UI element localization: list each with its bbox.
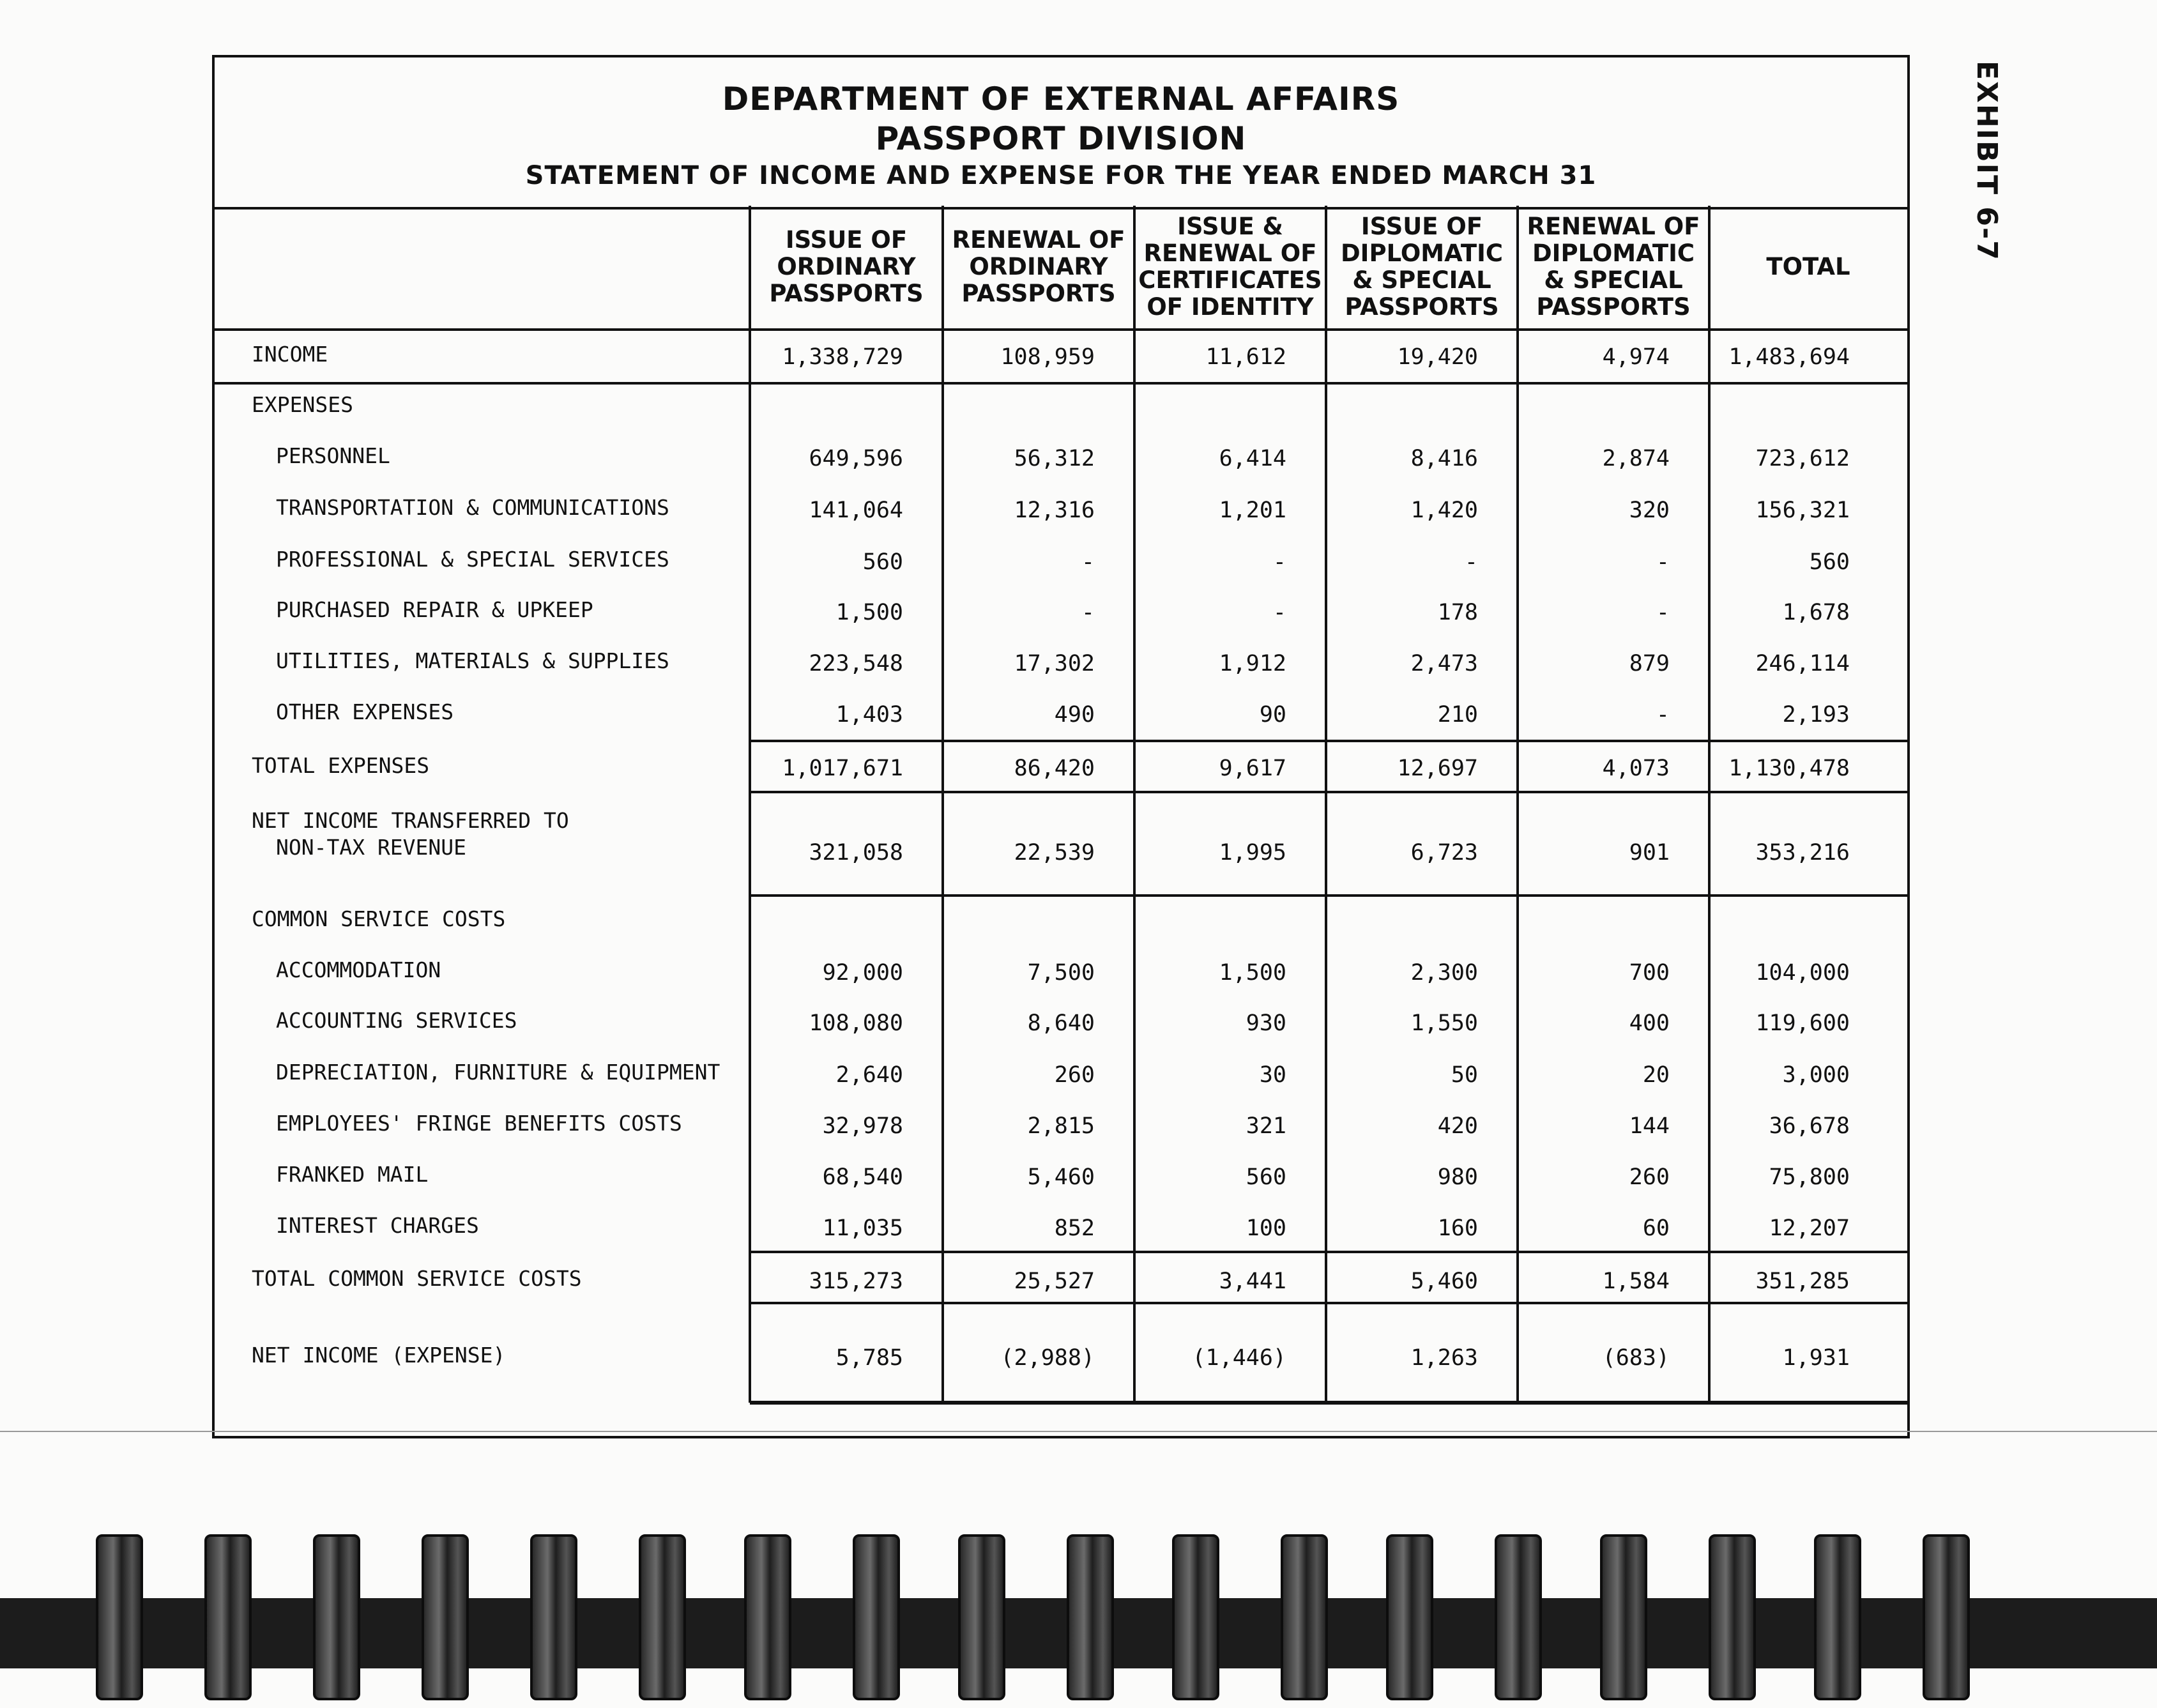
cell-value: 260	[1054, 1062, 1095, 1088]
binding-ring	[1281, 1534, 1328, 1700]
cell-value: -	[1656, 549, 1670, 575]
row-label: PROFESSIONAL & SPECIAL SERVICES	[276, 547, 669, 572]
department-title: DEPARTMENT OF EXTERNAL AFFAIRS	[722, 80, 1400, 118]
cell-value: 223,548	[809, 651, 903, 676]
cell-value: 32,978	[822, 1113, 903, 1139]
column-header-line: PASSPORTS	[769, 280, 924, 307]
cell-value: 2,473	[1410, 651, 1478, 676]
row-label: PURCHASED REPAIR & UPKEEP	[276, 597, 593, 622]
cell-value: 5,460	[1027, 1164, 1095, 1190]
column-header-line: DIPLOMATIC	[1532, 240, 1695, 267]
row-label: NON-TAX REVENUE	[276, 835, 467, 860]
column-header-line: RENEWAL OF	[952, 226, 1125, 254]
cell-value: 92,000	[822, 960, 903, 986]
cell-value: 1,931	[1782, 1345, 1850, 1371]
cell-value: -	[1656, 702, 1670, 728]
row-label: UTILITIES, MATERIALS & SUPPLIES	[276, 648, 669, 673]
cell-value: 400	[1629, 1010, 1670, 1036]
cell-value: -	[1272, 600, 1286, 625]
column-header-line: TOTAL	[1766, 253, 1850, 280]
cell-value: 1,912	[1219, 651, 1286, 676]
cell-value: 50	[1451, 1062, 1478, 1088]
row-label: FRANKED MAIL	[276, 1162, 429, 1187]
cell-value: 7,500	[1027, 960, 1095, 986]
cell-value: 4,073	[1602, 756, 1670, 781]
cell-value: -	[1464, 549, 1478, 575]
cell-value: 930	[1246, 1010, 1286, 1036]
cell-value: 1,403	[835, 702, 903, 728]
binding-ring	[1709, 1534, 1756, 1700]
cell-value: 30	[1259, 1062, 1286, 1088]
row-label: COMMON SERVICE COSTS	[252, 906, 506, 931]
column-header-line: PASSPORTS	[961, 280, 1116, 307]
statement-frame	[212, 55, 1910, 1438]
cell-value: 8,640	[1027, 1010, 1095, 1036]
cell-value: 1,201	[1219, 498, 1286, 523]
binding-ring	[958, 1534, 1005, 1700]
cell-value: 700	[1629, 960, 1670, 986]
column-header-line: CERTIFICATES	[1138, 266, 1322, 294]
cell-value: 852	[1054, 1216, 1095, 1241]
cell-value: (1,446)	[1192, 1345, 1286, 1371]
cell-value: (2,988)	[1000, 1345, 1095, 1371]
cell-value: 141,064	[809, 498, 903, 523]
row-label: TRANSPORTATION & COMMUNICATIONS	[276, 495, 669, 520]
cell-value: 12,697	[1397, 756, 1478, 781]
binding-ring	[744, 1534, 791, 1700]
cell-value: 1,338,729	[782, 344, 903, 370]
cell-value: 36,678	[1769, 1113, 1850, 1139]
cell-value: 1,483,694	[1728, 344, 1850, 370]
cell-value: 19,420	[1397, 344, 1478, 370]
cell-value: 420	[1437, 1113, 1478, 1139]
cell-value: 25,527	[1014, 1269, 1095, 1294]
cell-value: 879	[1629, 651, 1670, 676]
row-label: NET INCOME (EXPENSE)	[252, 1343, 506, 1368]
column-header-line: ISSUE OF	[1361, 213, 1483, 240]
cell-value: 3,000	[1782, 1062, 1850, 1088]
column-header-line: ISSUE OF	[785, 226, 908, 254]
column-header-line: ORDINARY	[777, 253, 916, 280]
cell-value: 321,058	[809, 840, 903, 865]
cell-value: 86,420	[1014, 756, 1095, 781]
cell-value: 980	[1437, 1164, 1478, 1190]
cell-value: 1,584	[1602, 1269, 1670, 1294]
cell-value: 246,114	[1755, 651, 1850, 676]
cell-value: 156,321	[1755, 498, 1850, 523]
cell-value: 104,000	[1755, 960, 1850, 986]
column-header-line: PASSPORTS	[1536, 293, 1691, 321]
cell-value: 12,207	[1769, 1216, 1850, 1241]
binding-ring	[422, 1534, 469, 1700]
binding-ring	[96, 1534, 143, 1700]
cell-value: 723,612	[1755, 446, 1850, 471]
cell-value: 2,815	[1027, 1113, 1095, 1139]
cell-value: 210	[1437, 702, 1478, 728]
cell-value: 119,600	[1755, 1010, 1850, 1036]
cell-value: 560	[862, 549, 903, 575]
cell-value: 1,263	[1410, 1345, 1478, 1371]
cell-value: 144	[1629, 1113, 1670, 1139]
cell-value: 11,612	[1205, 344, 1286, 370]
cell-value: 1,500	[1219, 960, 1286, 986]
cell-value: 320	[1629, 498, 1670, 523]
row-label: INCOME	[252, 342, 328, 367]
binding-ring	[1495, 1534, 1542, 1700]
row-label: INTEREST CHARGES	[276, 1213, 479, 1238]
column-header-line: RENEWAL OF	[1527, 213, 1700, 240]
column-header-line: & SPECIAL	[1352, 266, 1491, 294]
spiral-binding	[0, 1528, 2157, 1708]
row-label: TOTAL COMMON SERVICE COSTS	[252, 1266, 582, 1291]
row-label: TOTAL EXPENSES	[252, 753, 430, 778]
column-header-line: PASSPORTS	[1345, 293, 1499, 321]
cell-value: 315,273	[809, 1269, 903, 1294]
cell-value: 108,080	[809, 1010, 903, 1036]
cell-value: 2,640	[835, 1062, 903, 1088]
cell-value: 2,300	[1410, 960, 1478, 986]
cell-value: -	[1272, 549, 1286, 575]
cell-value: 321	[1246, 1113, 1286, 1139]
row-label: EXPENSES	[252, 392, 353, 417]
column-header-line: ORDINARY	[969, 253, 1108, 280]
binding-ring	[1923, 1534, 1970, 1700]
cell-value: 60	[1642, 1216, 1670, 1241]
cell-value: 5,785	[835, 1345, 903, 1371]
binding-ring	[1386, 1534, 1433, 1700]
cell-value: 56,312	[1014, 446, 1095, 471]
cell-value: 2,874	[1602, 446, 1670, 471]
cell-value: 649,596	[809, 446, 903, 471]
cell-value: 75,800	[1769, 1164, 1850, 1190]
cell-value: 22,539	[1014, 840, 1095, 865]
binding-ring	[853, 1534, 900, 1700]
cell-value: 490	[1054, 702, 1095, 728]
column-header-line: ISSUE &	[1177, 213, 1283, 240]
cell-value: 351,285	[1755, 1269, 1850, 1294]
cell-value: 4,974	[1602, 344, 1670, 370]
cell-value: 90	[1259, 702, 1286, 728]
exhibit-label: EXHIBIT 6-7	[1970, 61, 2003, 261]
cell-value: 17,302	[1014, 651, 1095, 676]
cell-value: 1,017,671	[782, 756, 903, 781]
cell-value: 3,441	[1219, 1269, 1286, 1294]
cell-value: 1,678	[1782, 600, 1850, 625]
cell-value: 1,130,478	[1728, 756, 1850, 781]
cell-value: (683)	[1602, 1345, 1670, 1371]
cell-value: 160	[1437, 1216, 1478, 1241]
statement-title: STATEMENT OF INCOME AND EXPENSE FOR THE YEAR ENDED MARCH 31	[525, 161, 1597, 190]
cell-value: 6,723	[1410, 840, 1478, 865]
cell-value: -	[1081, 549, 1095, 575]
cell-value: 260	[1629, 1164, 1670, 1190]
cell-value: 6,414	[1219, 446, 1286, 471]
row-label: DEPRECIATION, FURNITURE & EQUIPMENT	[276, 1060, 720, 1085]
cell-value: -	[1081, 600, 1095, 625]
cell-value: 100	[1246, 1216, 1286, 1241]
header-rule	[215, 207, 1907, 210]
cell-value: 353,216	[1755, 840, 1850, 865]
cell-value: 1,420	[1410, 498, 1478, 523]
cell-value: 1,500	[835, 600, 903, 625]
column-header-line: & SPECIAL	[1544, 266, 1683, 294]
row-label: NET INCOME TRANSFERRED TO	[252, 808, 569, 833]
cell-value: 12,316	[1014, 498, 1095, 523]
column-header-line: DIPLOMATIC	[1340, 240, 1504, 267]
cell-value: 9,617	[1219, 756, 1286, 781]
binding-ring	[313, 1534, 360, 1700]
binding-ring	[204, 1534, 252, 1700]
cell-value: 8,416	[1410, 446, 1478, 471]
cell-value: 68,540	[822, 1164, 903, 1190]
binding-ring	[1172, 1534, 1219, 1700]
cell-value: 560	[1809, 549, 1850, 575]
cell-value: 901	[1629, 840, 1670, 865]
binding-ring	[1600, 1534, 1647, 1700]
binding-ring	[1067, 1534, 1114, 1700]
division-title: PASSPORT DIVISION	[875, 120, 1247, 157]
row-label: PERSONNEL	[276, 443, 390, 468]
binding-ring	[639, 1534, 686, 1700]
cell-value: 178	[1437, 600, 1478, 625]
row-label: EMPLOYEES' FRINGE BENEFITS COSTS	[276, 1111, 682, 1136]
cell-value: 2,193	[1782, 702, 1850, 728]
page-edge	[0, 1431, 2157, 1432]
column-header-line: OF IDENTITY	[1147, 293, 1314, 321]
binding-ring	[530, 1534, 577, 1700]
row-label: ACCOMMODATION	[276, 957, 441, 982]
row-label: ACCOUNTING SERVICES	[276, 1008, 517, 1033]
cell-value: 560	[1246, 1164, 1286, 1190]
cell-value: -	[1656, 600, 1670, 625]
cell-value: 1,995	[1219, 840, 1286, 865]
column-header-line: RENEWAL OF	[1143, 240, 1317, 267]
cell-value: 108,959	[1000, 344, 1095, 370]
cell-value: 5,460	[1410, 1269, 1478, 1294]
cell-value: 11,035	[822, 1216, 903, 1241]
cell-value: 20	[1642, 1062, 1670, 1088]
row-label: OTHER EXPENSES	[276, 699, 454, 724]
binding-ring	[1814, 1534, 1861, 1700]
cell-value: 1,550	[1410, 1010, 1478, 1036]
